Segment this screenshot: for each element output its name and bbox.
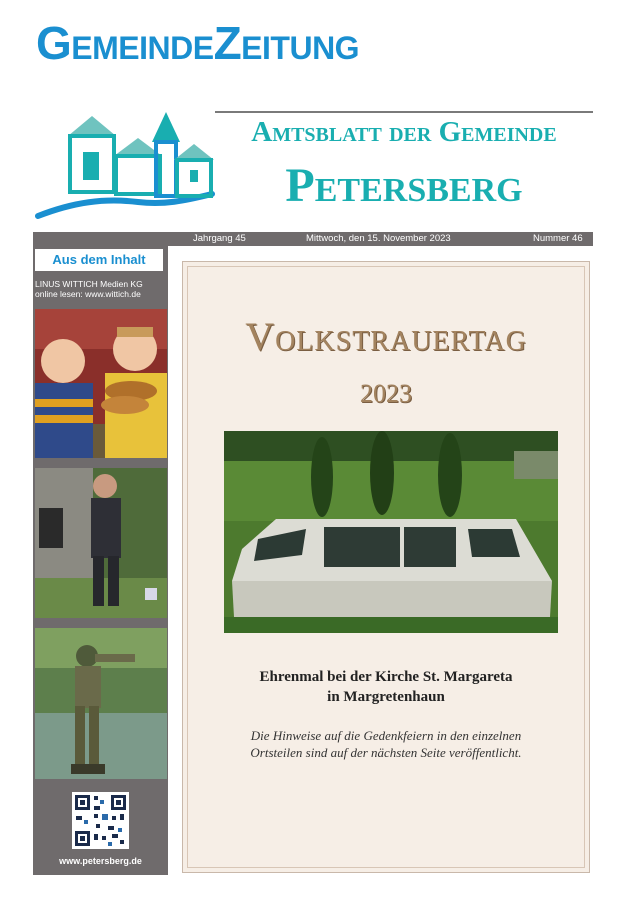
caption-line-2: in Margretenhaun: [327, 689, 445, 705]
website-link[interactable]: www.petersberg.de: [59, 856, 142, 866]
photo-man-memorial: [35, 468, 167, 618]
photo-children: [35, 309, 167, 458]
ceremony-note: [182, 727, 590, 761]
note-line-2: Ortsteilen sind auf der nächsten Seite veröffentlicht.: [250, 745, 522, 760]
masthead-divider: [215, 111, 593, 113]
church-logo-icon: [34, 98, 216, 223]
publisher-name: LINUS WITTICH Medien KG: [35, 279, 143, 289]
photo-soldier: [35, 628, 167, 779]
volume-label: Jahrgang 45: [193, 233, 246, 244]
contents-heading: Aus dem Inhalt: [35, 249, 163, 271]
poster-year: 2023: [360, 379, 412, 408]
newspaper-title: GemeindeZeitung: [36, 17, 360, 69]
photo-caption: [182, 667, 590, 707]
publisher-online: online lesen: www.wittich.de: [35, 289, 141, 299]
masthead-subtitle: Amtsblatt der Gemeinde: [251, 116, 557, 148]
poster-title: Volkstrauertag: [245, 314, 527, 359]
note-line-1: Die Hinweise auf die Gedenkfeiern in den einzelnen: [250, 728, 522, 743]
qr-code-icon[interactable]: [72, 792, 129, 849]
town-name: Petersberg: [285, 159, 523, 212]
issue-info-bar: [33, 232, 593, 246]
issue-number: Nummer 46: [533, 233, 583, 244]
memorial-photo: [224, 431, 558, 633]
remembrance-poster: [182, 261, 590, 873]
issue-date: Mittwoch, den 15. November 2023: [306, 233, 451, 244]
publisher-info: [35, 279, 165, 299]
caption-line-1: Ehrenmal bei der Kirche St. Margareta: [259, 669, 513, 685]
